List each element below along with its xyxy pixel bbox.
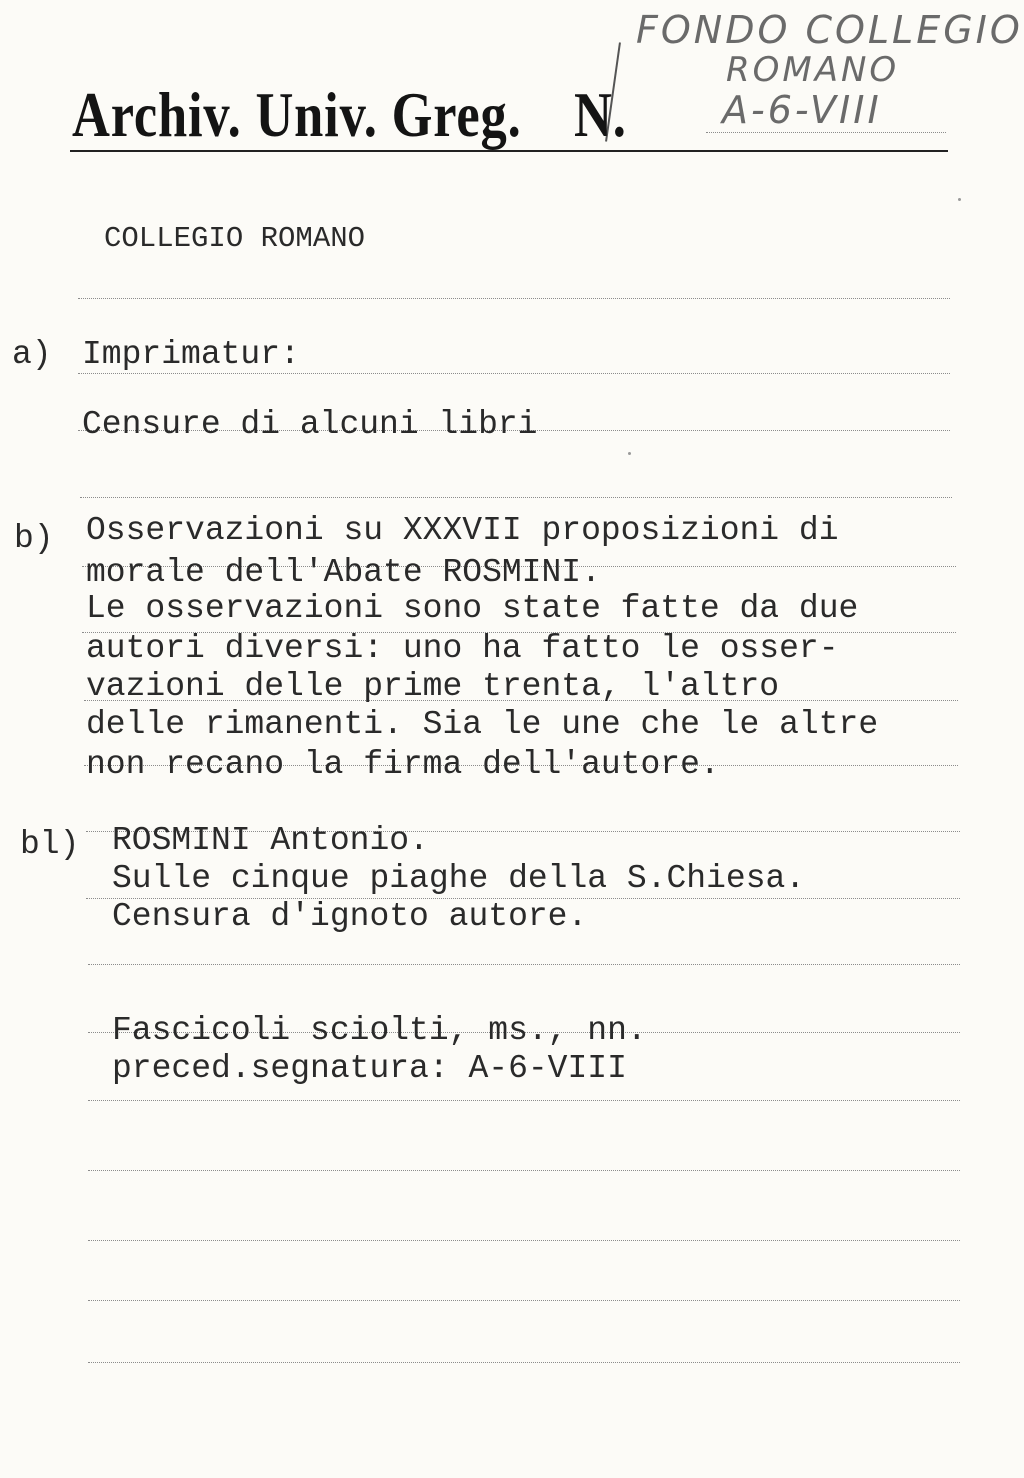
number-dotted-line (706, 132, 946, 133)
scan-speck (958, 198, 961, 201)
physical-description-line: preced.segnatura: A-6-VIII (112, 1050, 627, 1087)
ruled-line (88, 1170, 960, 1171)
entry-b-line: autori diversi: uno ha fatto le osser- (86, 630, 839, 667)
ruled-line (88, 1240, 960, 1241)
entry-b1-line: Sulle cinque piaghe della S.Chiesa. (112, 860, 806, 897)
physical-description-line: Fascicoli sciolti, ms., nn. (112, 1012, 647, 1049)
entry-b-marker: b) (14, 520, 54, 557)
entry-b1-marker: bl) (20, 826, 80, 863)
entry-b-line: non recano la firma dell'autore. (86, 746, 720, 783)
archive-label: Archiv. Univ. Greg. (72, 79, 522, 150)
header-rule (70, 150, 948, 152)
ruled-line (88, 1300, 960, 1301)
entry-a-line: Imprimatur: (82, 336, 300, 373)
entry-b-line: morale dell'Abate ROSMINI. (86, 554, 601, 591)
scan-speck (628, 452, 631, 455)
handwritten-romano-note: ROMANO (726, 50, 900, 90)
section-title: COLLEGIO ROMANO (104, 222, 366, 255)
ruled-line (88, 1362, 960, 1363)
entry-a-marker: a) (12, 336, 52, 373)
handwritten-fondo-note: FONDO COLLEGIO (636, 8, 1023, 52)
entry-b1-line: Censura d'ignoto autore. (112, 898, 588, 935)
ruled-line (80, 497, 952, 498)
card-header (72, 78, 627, 152)
ruled-line (88, 1100, 960, 1101)
entry-b-line: Le osservazioni sono state fatte da due (86, 590, 859, 627)
handwritten-shelfmark: A-6-VIII (722, 88, 882, 132)
entry-b-line: Osservazioni su XXXVII proposizioni di (86, 512, 839, 549)
entry-b-line: delle rimanenti. Sia le une che le altre (86, 706, 879, 743)
ruled-line (88, 964, 960, 965)
entry-a-line: Censure di alcuni libri (82, 406, 538, 443)
entry-b-line: vazioni delle prime trenta, l'altro (86, 668, 780, 705)
ruled-line (78, 373, 950, 374)
ruled-line (78, 298, 950, 299)
entry-b1-line: ROSMINI Antonio. (112, 822, 429, 859)
number-label: N. (574, 79, 627, 150)
